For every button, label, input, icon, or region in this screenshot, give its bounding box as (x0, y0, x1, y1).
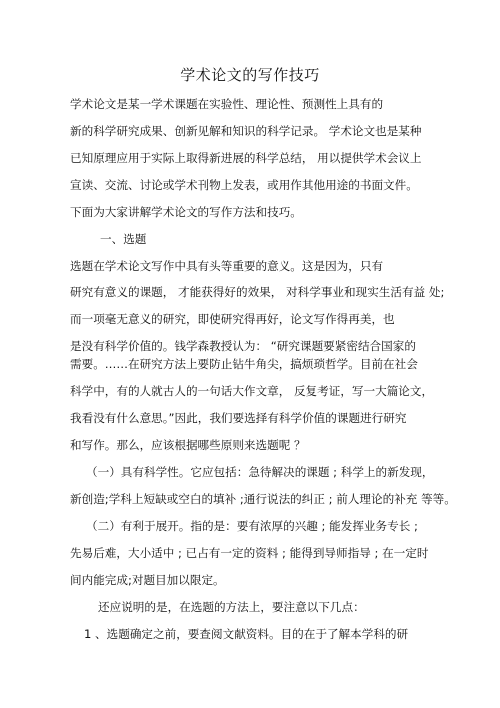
paragraph-line-14: 和写作。那么，应该根据哪些原则来选题呢 ？ (70, 438, 306, 452)
subsection-line-2: 新创造;学科上短缺或空白的填补 ;通行说法的纠正 ; 前人理论的补充 等等。 (70, 492, 456, 506)
paragraph-line-10: 是没有科学价值的。钱学森教授认为： “研究课题要紧密结合国家的 (70, 339, 416, 353)
paragraph-line-7: 选题在学术论文写作中具有头等重要的意义。这是因为，只有 (70, 259, 384, 273)
numbered-item-1: 1 、选题确定之前，要查阅文献资料。目的在于了解本学科的研 (84, 627, 409, 641)
subsection-line-4: 先易后难，大小适中 ; 已占有一定的资料 ; 能得到导师指导 ; 在一定时 (70, 546, 429, 560)
paragraph-line-3: 已知原理应用于实际上取得新进展的科学总结， 用以提供学术会议上 (70, 151, 422, 165)
subsection-line-3: （二）有利于展开。指的是：要有浓厚的兴趣 ; 能发挥业务专长 ; (86, 519, 418, 533)
paragraph-line-1: 学术论文是某一学术课题在实验性、理论性、预测性上具有的 (70, 97, 384, 111)
note-line-1: 还应说明的是，在选题的方法上，要注意以下几点： (98, 600, 365, 614)
subsection-line-1: （一）具有科学性。它应包括：急待解决的课题 ; 科学上的新发现， (86, 465, 434, 479)
paragraph-line-5: 下面为大家讲解学术论文的写作方法和技巧。 (70, 205, 302, 219)
paragraph-line-12: 科学中，有的人就古人的一句话大作文章， 反复考证，写一大篇论文， (70, 384, 434, 398)
paragraph-line-8: 研究有意义的课题， 才能获得好的效果， 对科学事业和现实生活有益 处; (70, 285, 445, 299)
paragraph-line-2: 新的科学研究成果、创新见解和知识的科学记录。 学术论文也是某种 (70, 124, 422, 138)
paragraph-line-13: 我看没有什么意思。”因此，我们要选择有科学价值的课题进行研究 (70, 411, 407, 425)
paragraph-line-9: 而一项毫无意义的研究，即使研究得再好，论文写作得再美，也 (70, 312, 395, 326)
subsection-line-5: 间内能完成;对题目加以限定。 (70, 573, 225, 587)
paragraph-line-11: 需要。……在研究方法上要防止钻牛角尖，搞烦琐哲学。目前在社会 (70, 357, 418, 371)
section-heading-topic-selection: 一、选题 (100, 232, 147, 246)
document-title: 学术论文的写作技巧 (180, 66, 320, 84)
paragraph-line-4: 宣读、交流、讨论或学术刊物上发表，或用作其他用途的书面文件。 (70, 178, 418, 192)
